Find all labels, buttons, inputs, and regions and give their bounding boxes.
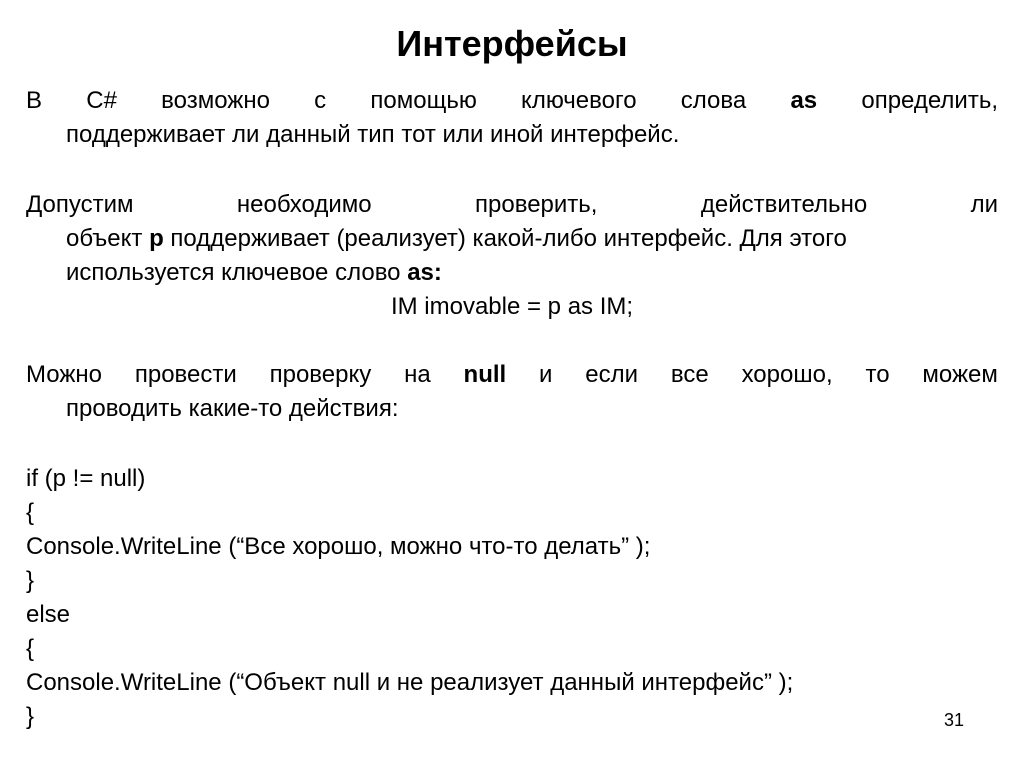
word: возможно <box>161 87 270 114</box>
word: ли <box>970 191 998 218</box>
code-line: { <box>26 499 35 526</box>
paragraph-line <box>26 188 998 222</box>
keyword-as: as: <box>407 259 442 286</box>
word: необходимо <box>236 191 372 218</box>
word: с <box>314 87 327 114</box>
code-line: Console.WriteLine (“Все хорошо, можно что-то делать” ); <box>26 533 651 560</box>
word: В <box>26 87 43 114</box>
word: проверку <box>269 361 372 388</box>
code-line: else <box>26 601 71 628</box>
paragraph-line: проводить какие-то действия: <box>66 395 399 422</box>
word: хорошо, <box>741 361 833 388</box>
paragraph-line <box>26 84 998 118</box>
word: С# <box>86 87 117 114</box>
code-line: Console.WriteLine (“Объект null и не реализует данный интерфейс” ); <box>26 669 794 696</box>
word: можем <box>922 361 998 388</box>
code-line: { <box>26 635 35 662</box>
text: объект <box>66 225 150 252</box>
word: провести <box>134 361 237 388</box>
word: Допустим <box>26 191 134 218</box>
keyword-p: p <box>149 225 164 252</box>
page-number: 31 <box>944 710 965 730</box>
paragraph-null-check <box>26 358 998 426</box>
text: поддерживает (реализует) какой-либо интерфейс. Для этого <box>163 225 847 252</box>
keyword-null: null <box>463 361 507 388</box>
code-line: } <box>26 567 35 594</box>
word: слова <box>680 87 747 114</box>
word: помощью <box>370 87 477 114</box>
word: то <box>865 361 890 388</box>
word: если <box>585 361 639 388</box>
code-line: } <box>26 703 35 730</box>
paragraph-line: поддерживает ли данный тип тот или иной интерфейс. <box>66 121 680 148</box>
word: на <box>404 361 431 388</box>
slide-title: Интерфейсы <box>396 23 628 64</box>
word: и <box>539 361 553 388</box>
keyword-as: as <box>790 87 818 114</box>
code-example-line: IM imovable = p as IM; <box>390 293 634 320</box>
word: все <box>670 361 709 388</box>
paragraph-line <box>26 256 998 290</box>
paragraph-check-object <box>26 188 998 324</box>
word: проверить, <box>475 191 598 218</box>
word: определить, <box>861 87 998 114</box>
paragraph-line <box>26 222 998 256</box>
word: действительно <box>700 191 868 218</box>
word: Можно <box>26 361 102 388</box>
word: ключевого <box>521 87 637 114</box>
text: используется ключевое слово <box>66 259 408 286</box>
paragraph-line <box>26 358 998 392</box>
paragraph-as-keyword <box>26 84 998 152</box>
code-line: if (p != null) <box>26 465 146 492</box>
